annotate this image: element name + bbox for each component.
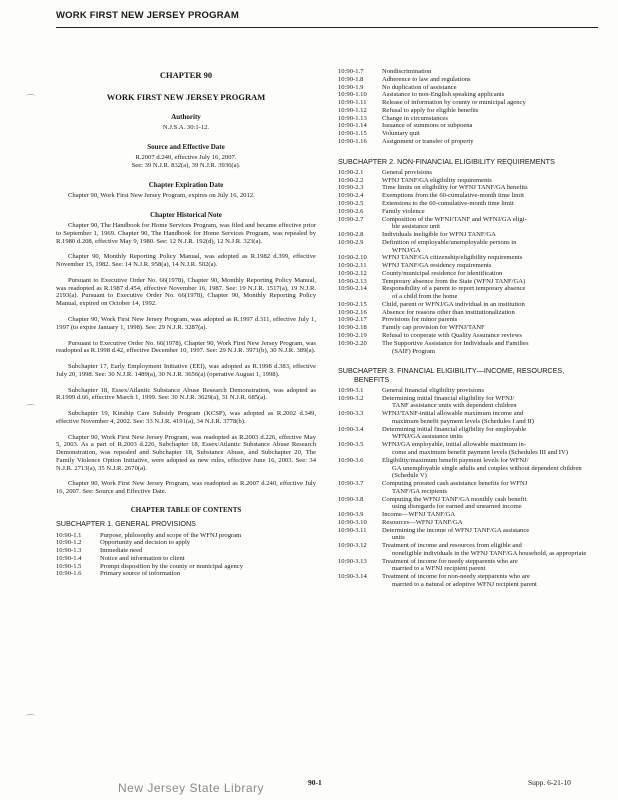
historical-paragraph: Pursuant to Executive Order No. 66(1978), Chapter 90, Monthly Reporting Policy Manual, was readopted as R.1987 d.454, effective November 16, 1987. See: 19 N.J.R. 1517(a), 19 N.J.R. 2193(a). Pursuant to Executive Order No. 66(1978), Chapter 90, Monthly Reporting Policy Manual, expired on October 14, 1992. [56, 276, 316, 308]
toc-entry [338, 480, 600, 496]
source-line: See: 39 N.J.R. 832(a), 39 N.J.R. 3936(a). [131, 162, 241, 170]
header-rule [56, 27, 598, 28]
section-title [382, 216, 600, 232]
section-title [382, 573, 600, 589]
toc-entry [338, 231, 600, 239]
section-title [382, 395, 600, 411]
section-number: 10:90-2.17 [338, 316, 367, 324]
historical-paragraph: Pursuant to Executive Order No. 66(1978), Chapter 90, Work First New Jersey Program, was readopted as R.1998 d.42, effective December 10, 1997. See: 29 N.J.R. 3971(b), 30 N.J.R. 389(a). [56, 339, 316, 355]
section-title [382, 324, 600, 332]
toc-entry [338, 177, 600, 185]
toc-entry [338, 138, 600, 146]
section-title [382, 519, 600, 527]
section-title: Adherence to law and regulations [382, 75, 471, 83]
section-title-continuation: married to a WFNJ recipient parent [392, 565, 486, 573]
toc-entry [338, 184, 600, 192]
section-title-text: Treatment of income for non-needy stepparents who are [382, 573, 530, 581]
section-title [382, 340, 600, 356]
section-number: 10:90-2.11 [338, 262, 367, 270]
section-number: 10:90-1.2 [56, 539, 82, 547]
section-title-text: Time limits on eligibility for WFNJ TANF/GA benefits [382, 184, 528, 192]
section-number: 10:90-1.6 [56, 570, 82, 578]
section-number: 10:90-1.11 [338, 99, 367, 107]
historical-paragraph: Subchapter 17, Early Employment Initiative (EEI), was adopted as R.1998 d.383, effective July 20, 1998. See: 30 N.J.R. 1489(a), 30 N.J.R. 3656(a) (operative August 1, 1998). [56, 363, 316, 378]
section-number: 10:90-3.13 [338, 557, 367, 565]
source-line: R.2007 d.240, effective July 16, 2007. [135, 154, 237, 162]
section-title-text: Computing the WFNJ TANF/GA monthly cash benefit [382, 495, 527, 503]
toc-entry [338, 527, 600, 543]
supplement-date: Supp. 6-21-10 [528, 778, 571, 787]
section-number: 10:90-1.4 [56, 554, 82, 562]
section-title [382, 270, 600, 278]
toc-entry [338, 208, 600, 216]
section-title-text: Provisions for minor parents [382, 316, 458, 324]
section-title [382, 192, 600, 200]
section-title: Change in circumstances [382, 114, 448, 122]
section-number: 10:90-2.18 [338, 324, 367, 332]
section-title-text: Computing prorated cash assistance benefits for WFNJ [382, 480, 528, 488]
authority-heading: Authority [171, 113, 201, 122]
section-number: 10:90-2.10 [338, 254, 367, 262]
running-head: WORK FIRST NEW JERSEY PROGRAM [56, 10, 239, 21]
section-title-text: Treatment of income and resources from eligible and [382, 542, 522, 550]
section-number: 10:90-1.5 [56, 562, 82, 570]
historical-paragraph: Subchapter 18, Essex/Atlantic Substance Abuse Research Demonstration, was adopted as R.1999 d.66, effective March 1, 1999. See: 30 N.J.R. 3629(a), 31 N.J.R. 685(a). [56, 386, 316, 402]
section-title [382, 231, 600, 239]
section-number: 10:90-3.11 [338, 526, 367, 534]
toc-entry [338, 558, 600, 574]
section-title [382, 496, 600, 512]
section-title: Release of information by county or municipal agency [382, 99, 526, 107]
toc-entry [338, 410, 600, 426]
historical-paragraph: Chapter 90, Work First New Jersey Program, was readopted as R.2007 d.240, effective July 16, 2007. See: Source and Effective Date. [56, 480, 316, 496]
historical-paragraph: Chapter 90, Work First New Jersey Program, was adopted as R.1997 d.311, effective July 1, 1997 (to expire January 1, 1998). See: 29 N.J.R. 3287(a). [56, 315, 316, 331]
subchapter-3-list [338, 387, 600, 589]
section-title-text: Responsibility of a parent to report temporary absence [382, 285, 526, 293]
binder-hole-mark: ⌒ [26, 714, 36, 724]
section-title [382, 410, 600, 426]
section-number: 10:90-3.12 [338, 542, 367, 550]
section-title [382, 262, 600, 270]
section-title: Nondiscrimination [382, 68, 432, 75]
subchapter-1-list [56, 532, 316, 579]
section-number: 10:90-2.8 [338, 231, 364, 239]
section-number: 10:90-1.15 [338, 130, 367, 138]
section-number: 10:90-2.12 [338, 269, 367, 277]
subchapter-2-heading: SUBCHAPTER 2. NON-FINANCIAL ELIGIBILITY REQUIREMENTS [338, 156, 555, 166]
section-title [382, 511, 600, 519]
section-title-text: Absence for reasons other than institutionalization [382, 308, 515, 316]
section-title [382, 441, 600, 457]
toc-heading: CHAPTER TABLE OF CONTENTS [130, 506, 242, 514]
section-number: 10:90-3.6 [338, 456, 364, 464]
subchapter-3-heading: SUBCHAPTER 3. FINANCIAL ELIGIBILITY—INCOME, RESOURCES, BENEFITS [338, 366, 565, 384]
toc-entry [338, 395, 600, 411]
section-title-continuation: of a child from the home [392, 293, 458, 301]
section-title-text: Family violence [382, 207, 425, 215]
section-title [382, 239, 600, 255]
section-title-text: Eligibility/maximum benefit payment levels for WFNJ/ [382, 456, 529, 464]
toc-entry [56, 555, 316, 563]
section-title: Assignment or transfer of property [382, 137, 474, 145]
section-title: Assistance to non-English speaking applicants [382, 91, 505, 99]
subchapter-1-heading: SUBCHAPTER 1. GENERAL PROVISIONS [56, 519, 196, 529]
toc-entry [338, 262, 600, 270]
section-number: 10:90-2.5 [338, 200, 364, 207]
section-title-text: Definition of employable/unemployable persons in [382, 238, 517, 246]
section-title-text: Income—WFNJ TANF/GA [382, 511, 456, 519]
section-number: 10:90-2.15 [338, 300, 367, 308]
section-number: 10:90-3.4 [338, 425, 364, 433]
section-title: Opportunity and decision to apply [100, 539, 191, 547]
section-title [382, 457, 600, 480]
toc-entry [338, 200, 600, 208]
toc-entry [338, 301, 600, 309]
section-title [382, 200, 600, 208]
toc-entry [338, 76, 600, 84]
section-title: Refusal to apply for eligible benefits [382, 106, 479, 114]
section-number: 10:90-3.7 [338, 480, 364, 488]
section-number: 10:90-3.2 [338, 394, 364, 402]
toc-entry [338, 270, 600, 278]
section-title-text: Resources—WFNJ TANF/GA [382, 518, 463, 526]
toc-entry [338, 91, 600, 99]
section-title-continuation: married to a natural or adoptive WFNJ recipient parent [392, 581, 537, 589]
section-number: 10:90-1.9 [338, 83, 364, 91]
section-number: 10:90-2.9 [338, 238, 364, 246]
source-heading: Source and Effective Date [147, 143, 225, 152]
section-title [382, 527, 600, 543]
toc-entry [338, 387, 600, 395]
section-number: 10:90-2.4 [338, 192, 364, 200]
section-title-text: WFNJ/GA employable, initial allowable maximum in- [382, 441, 526, 449]
section-title: Issuance of summons or subpoena [382, 122, 473, 130]
toc-entry [56, 539, 316, 547]
section-title-continuation: ble assistance unit [392, 223, 440, 231]
section-number: 10:90-3.14 [338, 573, 367, 581]
right-column [338, 68, 600, 589]
section-title-text: Determining the income of WFNJ TANF/GA assistance [382, 526, 530, 534]
toc-entry [338, 340, 600, 356]
section-title-text: Treatment of income for needy stepparents who are [382, 557, 518, 565]
section-number: 10:90-1.12 [338, 106, 367, 114]
section-number: 10:90-1.13 [338, 114, 367, 122]
section-number: 10:90-1.1 [56, 531, 82, 539]
section-title-continuation: maximum benefit payment levels (Schedules I and II) [392, 417, 534, 425]
section-title [382, 332, 600, 340]
section-number: 10:90-3.8 [338, 495, 364, 503]
toc-entry [56, 570, 316, 578]
section-title-continuation: (SAIF) Program [392, 347, 436, 355]
toc-entry [338, 316, 600, 324]
section-number: 10:90-3.10 [338, 518, 367, 526]
section-title [382, 309, 600, 317]
toc-entry [56, 563, 316, 571]
toc-entry [338, 169, 600, 177]
section-title [382, 208, 600, 216]
section-title-text: Child, parent or WFNJ/GA individual in an institution [382, 300, 525, 308]
library-stamp: New Jersey State Library [118, 781, 265, 795]
toc-entry [338, 278, 600, 286]
toc-entry [338, 511, 600, 519]
section-number: 10:90-2.19 [338, 332, 367, 340]
section-number: 10:90-2.3 [338, 184, 364, 192]
toc-entry [338, 285, 600, 301]
section-title [382, 542, 600, 558]
toc-entry [338, 192, 600, 200]
section-number: 10:90-2.14 [338, 285, 367, 293]
expiration-text: Chapter 90, Work First New Jersey Program, expires on July 16, 2012. [68, 192, 255, 200]
binder-hole-mark: ⌒ [26, 404, 36, 414]
section-title [382, 480, 600, 496]
section-title [382, 285, 600, 301]
toc-entry [338, 68, 600, 76]
section-title [382, 301, 600, 309]
section-number: 10:90-2.13 [338, 277, 367, 285]
section-title: Purpose, philosophy and scope of the WFNJ program [100, 531, 242, 539]
section-title-continuation: TANF/GA recipients [392, 487, 447, 495]
section-title-text: Family cap provision for WFNJ/TANF [382, 324, 485, 332]
section-number: 10:90-2.16 [338, 308, 367, 316]
section-number: 10:90-1.8 [338, 75, 364, 83]
toc-entry [338, 239, 600, 255]
historical-paragraph: Chapter 90, The Handbook for Home Services Program, was filed and became effective prior to September 1, 1969. Chapter 90, The Handbook for Home Services Program, was repealed by R.1980 d.208, effective May 9, 1980. See: 12 N.J.R. 192(d), 12 N.J.R. 323(a). [56, 222, 316, 245]
section-number: 10:90-2.7 [338, 215, 364, 223]
toc-entry [338, 457, 600, 480]
section-title-continuation: WFNJ/GA [392, 246, 421, 254]
section-title [382, 169, 600, 177]
chapter-title: WORK FIRST NEW JERSEY PROGRAM [106, 92, 266, 103]
section-title [382, 558, 600, 574]
authority-text: N.J.S.A. 30:1-12. [162, 124, 210, 132]
section-title-text: Refusal to cooperate with Quality Assurance reviews [382, 332, 522, 340]
historical-paragraph: Chapter 90, Monthly Reporting Policy Manual, was adopted as R.1982 d.399, effective November 15, 1982. See: 14 N.J.R. 958(a), 14 N.J.R. 502(a). [56, 253, 316, 269]
section-title-continuation: GA unemployable single adults and couples without dependent children (Schedule V) [392, 464, 582, 480]
section-title [382, 278, 600, 286]
toc-entry [338, 122, 600, 130]
historical-paragraph: Chapter 90, Work First New Jersey Program, was readopted as R.2003 d.226, effective May 5, 2003. As a part of R.2003 d.226, Subchapter 18, Essex/Atlantic Substance Abuse Research Demonstration, was repealed and Subchapter 18, Substance Abuse, and Subchapter 20, The Family Violence Option Initiative, were adopted as new rules, effective June 16, 2003. See: 34 N.J.R. 2713(a), 35 N.J.R. 2670(a). [56, 433, 316, 472]
toc-entry [338, 426, 600, 442]
section-title: Primary source of information [100, 570, 181, 578]
section-title [382, 426, 600, 442]
toc-entry [338, 216, 600, 232]
toc-entry [338, 254, 600, 262]
section-title-continuation: WFNJ/GA assistance units [392, 433, 463, 441]
section-number: 10:90-3.9 [338, 511, 364, 519]
subchapter-2-list [338, 169, 600, 355]
section-title [382, 184, 600, 192]
subchapter-1-continued-list [338, 68, 600, 146]
section-title: No duplication of assistance [382, 83, 457, 91]
section-title-text: Individuals ineligible for WFNJ TANF/GA [382, 231, 496, 239]
section-title-text: Exemptions from the 60-cumulative-month time limit [382, 192, 524, 200]
section-number: 10:90-3.1 [338, 386, 364, 394]
section-title: Immediate need [100, 547, 143, 555]
section-title-text: Extensions to the 60-cumulative-month time limit [382, 200, 514, 207]
section-title-text: WFNJ TANF/GA residency requirements [382, 262, 492, 270]
section-title-text: WFNJ TANF/GA eligibility requirements [382, 176, 492, 184]
section-number: 10:90-2.2 [338, 176, 364, 184]
section-title: Voluntary quit [382, 130, 420, 138]
section-title-continuation: using disregards for earned and unearned income [392, 503, 522, 511]
toc-entry [338, 573, 600, 589]
section-title: Prompt disposition by the county or municipal agency [100, 562, 244, 570]
toc-entry [56, 547, 316, 555]
section-title-text: WFNJ/TANF-initial allowable maximum income and [382, 410, 524, 418]
binder-hole-mark: ⌒ [26, 94, 36, 104]
section-number: 10:90-1.14 [338, 122, 367, 130]
toc-entry [56, 532, 316, 540]
section-title [382, 387, 600, 395]
section-title-text: WFNJ TANF/GA citizenship/eligibility requirements [382, 254, 523, 262]
toc-entry [338, 496, 600, 512]
toc-entry [338, 99, 600, 107]
section-title-continuation: TANF assistance units with dependent children [392, 402, 517, 410]
toc-entry [338, 332, 600, 340]
section-title-text: The Supportive Assistance for Individuals and Families [382, 339, 529, 347]
historical-heading: Chapter Historical Note [150, 210, 222, 219]
section-title-text: Determining initial financial eligibility for WFNJ/ [382, 394, 515, 402]
toc-entry [338, 309, 600, 317]
section-title [382, 177, 600, 185]
section-number: 10:90-1.16 [338, 137, 367, 145]
toc-entry [338, 519, 600, 527]
page-number: 90-1 [308, 778, 322, 787]
section-title-text: County/municipal residence for identification [382, 269, 503, 277]
section-title-text: Temporary absence from the State (WFNJ TANF/GA) [382, 277, 526, 285]
expiration-heading: Chapter Expiration Date [148, 180, 224, 189]
historical-paragraph: Subchapter 19, Kinship Care Subsidy Program (KCSP), was adopted as R.2002 d.349, effective November 4, 2002. See: 33 N.J.R. 4191(a), 34 N.J.R. 3778(b). [56, 410, 316, 425]
section-number: 10:90-3.5 [338, 441, 364, 449]
chapter-number: CHAPTER 90 [159, 70, 213, 80]
toc-entry [338, 324, 600, 332]
section-title-continuation: noneligible individuals in the WFNJ TANF/GA household, as appropriate [392, 549, 587, 557]
section-title-text: General provisions [382, 168, 432, 176]
toc-entry [338, 130, 600, 138]
section-title-text: Determining initial financial eligibility for employable [382, 425, 527, 433]
toc-entry [338, 542, 600, 558]
toc-entry [338, 84, 600, 92]
section-number: 10:90-2.20 [338, 339, 367, 347]
left-column [56, 68, 316, 578]
section-title: Notice and information to client [100, 554, 185, 562]
section-title-continuation: come and maximum benefit payment levels (Schedules III and IV) [392, 449, 568, 456]
section-number: 10:90-1.7 [338, 68, 364, 75]
section-title-continuation: units [392, 534, 405, 542]
section-number: 10:90-1.10 [338, 91, 367, 99]
toc-entry [338, 115, 600, 123]
section-number: 10:90-3.3 [338, 410, 364, 418]
toc-entry [338, 107, 600, 115]
section-title-text: General financial eligibility provisions [382, 386, 484, 394]
section-number: 10:90-1.3 [56, 547, 82, 555]
section-title [382, 316, 600, 324]
section-title-text: Composition of the WFNJ/TANF and WFNJ/GA eligi- [382, 215, 527, 223]
section-title [382, 254, 600, 262]
section-number: 10:90-2.6 [338, 207, 364, 215]
toc-entry [338, 441, 600, 457]
section-number: 10:90-2.1 [338, 168, 364, 176]
